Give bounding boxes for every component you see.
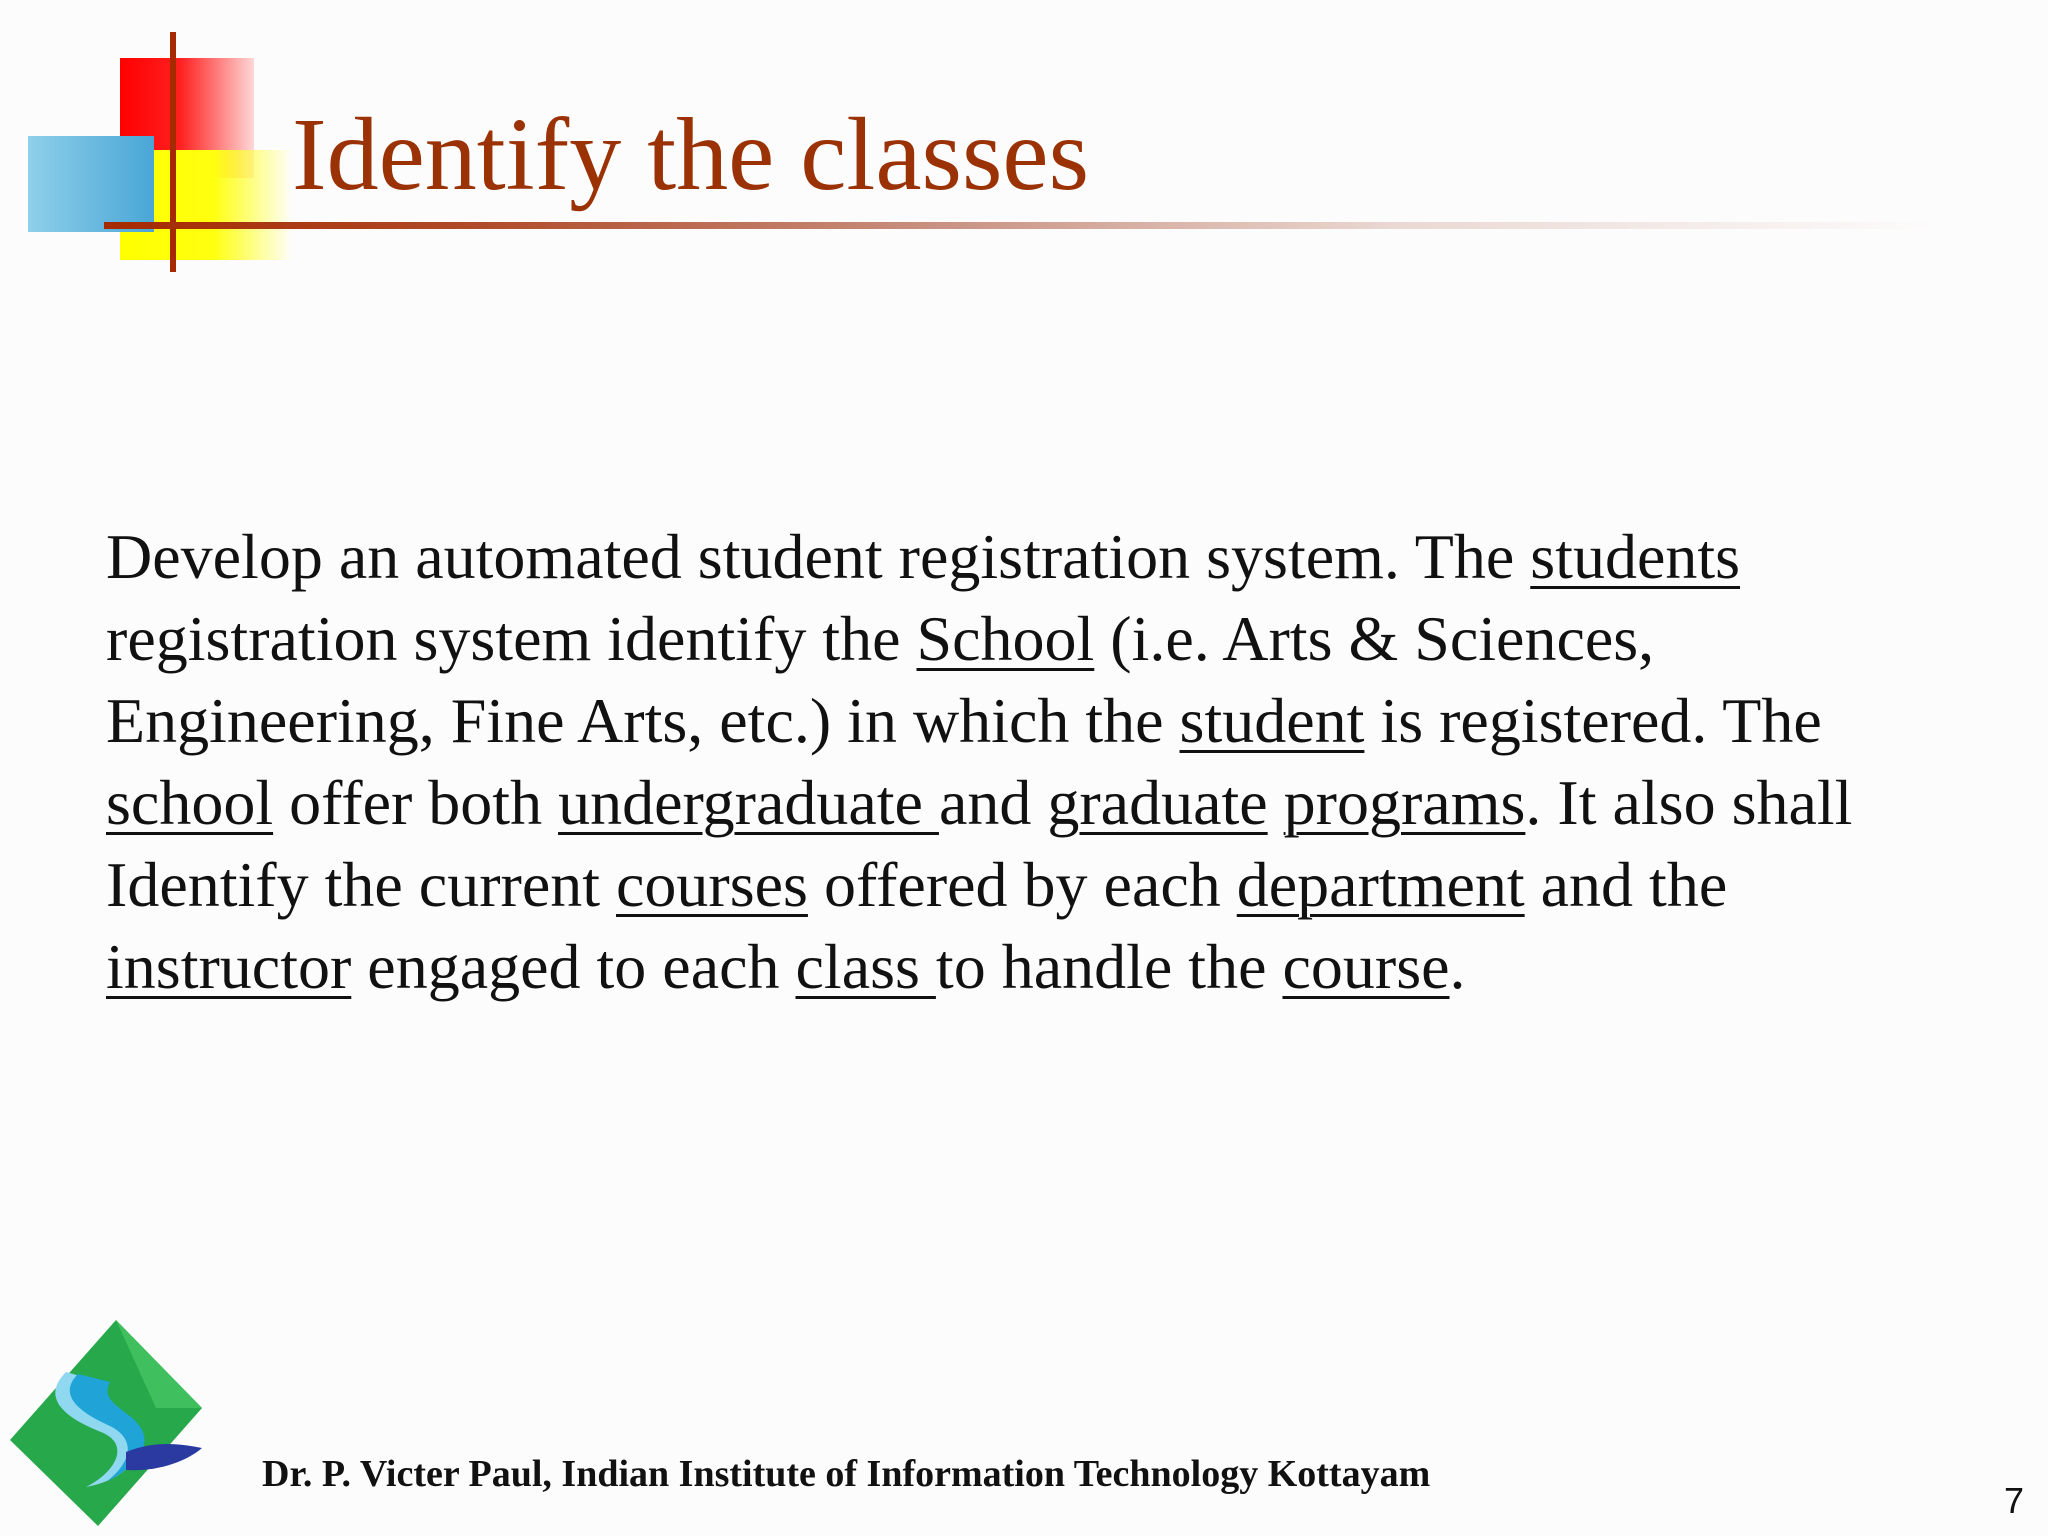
body-text-segment: engaged to each bbox=[351, 931, 796, 1002]
title-decoration-blue-square bbox=[28, 136, 154, 232]
underlined-term: student bbox=[1179, 685, 1365, 756]
slide-body-text bbox=[106, 516, 2006, 1008]
body-text-segment: and the bbox=[1524, 849, 1728, 920]
body-text-segment: offered by each bbox=[807, 849, 1237, 920]
body-text-segment: Engineering, Fine Arts, etc.) in which the bbox=[106, 685, 1180, 756]
underlined-term: course bbox=[1282, 931, 1450, 1002]
page-number: 7 bbox=[2004, 1480, 2025, 1521]
institute-logo-icon bbox=[6, 1312, 206, 1532]
underlined-term: School bbox=[916, 603, 1095, 674]
underlined-term: department bbox=[1236, 849, 1525, 920]
underlined-term: class bbox=[795, 931, 936, 1002]
underlined-term: courses bbox=[616, 849, 808, 920]
body-line bbox=[106, 680, 2006, 762]
underlined-term: instructor bbox=[106, 931, 352, 1002]
body-line bbox=[106, 598, 2006, 680]
underlined-term: students bbox=[1530, 521, 1741, 592]
body-text-segment: offer both bbox=[273, 767, 559, 838]
body-line bbox=[106, 926, 2006, 1008]
body-text-segment: . bbox=[1449, 931, 1466, 1002]
body-text-segment: Identify the current bbox=[106, 849, 616, 920]
underlined-term: school bbox=[106, 767, 274, 838]
underlined-term: undergraduate bbox=[558, 767, 939, 838]
body-text-segment: registration system identify the bbox=[106, 603, 917, 674]
body-text-segment bbox=[1268, 767, 1284, 838]
body-line bbox=[106, 844, 2006, 926]
underlined-term: graduate bbox=[1047, 767, 1268, 838]
slide-footer: Dr. P. Victer Paul, Indian Institute of Information Technology Kottayam bbox=[262, 1453, 1431, 1495]
body-line bbox=[106, 516, 2006, 598]
body-text-segment: . It also shall bbox=[1525, 767, 1853, 838]
body-text-segment: (i.e. Arts & Sciences, bbox=[1094, 603, 1655, 674]
body-line bbox=[106, 762, 2006, 844]
title-underline-rule bbox=[104, 222, 1944, 229]
underlined-term: programs bbox=[1283, 767, 1526, 838]
body-text-segment: is registered. The bbox=[1364, 685, 1822, 756]
slide-title: Identify the classes bbox=[292, 97, 1090, 212]
title-decoration-vertical-line bbox=[170, 32, 176, 272]
body-text-segment: and bbox=[938, 767, 1048, 838]
body-text-segment: Develop an automated student registration system. The bbox=[106, 521, 1531, 592]
body-text-segment: to handle the bbox=[935, 931, 1283, 1002]
